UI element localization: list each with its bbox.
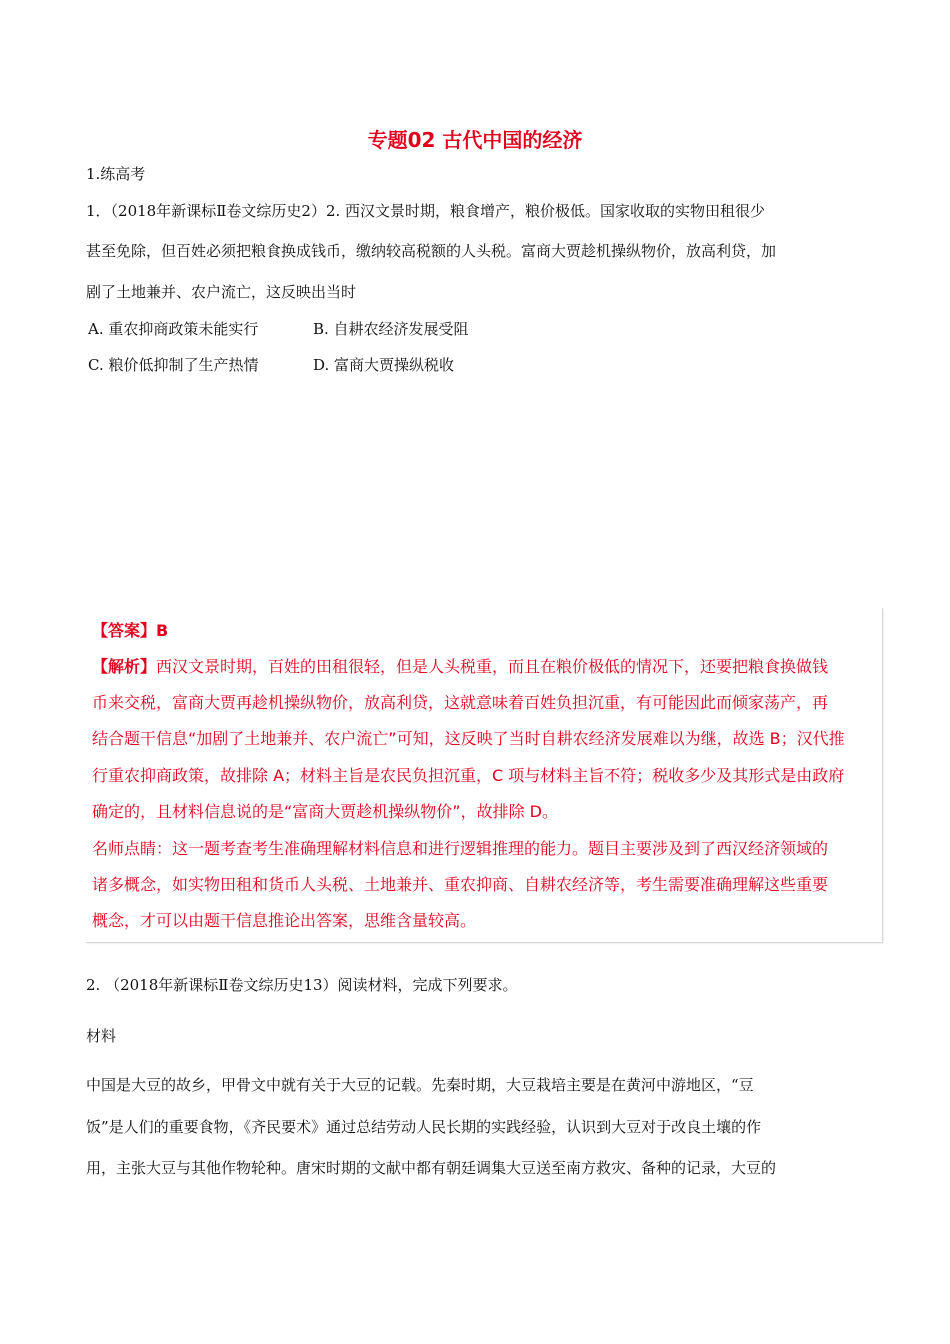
option-c: C. 粮价低抑制了生产热情 <box>88 356 259 374</box>
analysis-line <box>92 654 828 677</box>
section-heading: 1.练高考 <box>86 165 146 183</box>
analysis-text: 行重农抑商政策，故排除 A；材料主旨是农民负担沉重，C 项与材料主旨不符；税收多少及其形式是由政府 <box>92 766 845 785</box>
material-label: 材料 <box>86 1027 117 1045</box>
analysis-text: 确定的，且材料信息说的是“富商大贾趁机操纵物价”，故排除 D。 <box>92 802 558 821</box>
question1-line: 1．（2018年新课标Ⅱ卷文综历史2）2. 西汉文景时期，粮食增产，粮价极低。国家收取的实物田租很少 <box>86 202 766 220</box>
analysis-text: 结合题干信息“加剧了土地兼并、农户流亡”可知，这反映了当时自耕农经济发展难以为继，故选 B；汉代推 <box>92 729 845 748</box>
question1-line: 甚至免除，但百姓必须把粮食换成钱币，缴纳较高税额的人头税。富商大贾趁机操纵物价，放高利贷，加 <box>86 242 777 260</box>
teacher-note: 概念，才可以由题干信息推论出答案，思维含量较高。 <box>92 911 477 930</box>
answer-panel <box>86 608 883 943</box>
option-a: A. 重农抑商政策未能实行 <box>88 320 259 338</box>
answer-value: B <box>156 621 169 640</box>
material-line: 中国是大豆的故乡，甲骨文中就有关于大豆的记载。先秦时期，大豆栽培主要是在黄河中游地区，“豆 <box>86 1076 754 1094</box>
answer-line <box>92 618 168 641</box>
teacher-note: 名师点睛：这一题考查考生准确理解材料信息和进行逻辑推理的能力。题目主要涉及到了西汉经济领域的 <box>92 839 829 858</box>
answer-label: 【答案】 <box>92 621 157 640</box>
material-line: 饭”是人们的重要食物，《齐民要术》通过总结劳动人民长期的实践经验，认识到大豆对于改良土壤的作 <box>86 1118 762 1136</box>
material-line: 用，主张大豆与其他作物轮种。唐宋时期的文献中都有朝廷调集大豆送至南方救灾、备种的记录，大豆的 <box>86 1159 777 1177</box>
analysis-text: 西汉文景时期，百姓的田租很轻，但是人头税重，而且在粮价极低的情况下，还要把粮食换做钱 <box>156 657 829 676</box>
question2-intro: 2. （2018年新课标Ⅱ卷文综历史13）阅读材料，完成下列要求。 <box>86 976 518 994</box>
document-title: 专题02 古代中国的经济 <box>367 128 583 152</box>
question1-line: 剧了土地兼并、农户流亡，这反映出当时 <box>86 283 357 301</box>
option-b: B. 自耕农经济发展受阻 <box>313 320 469 338</box>
analysis-text: 币来交税，富商大贾再趁机操纵物价，放高利贷，这就意味着百姓负担沉重，有可能因此而倾家荡产，再 <box>92 693 829 712</box>
teacher-note: 诸多概念，如实物田租和货币人头税、土地兼并、重农抑商、自耕农经济等，考生需要准确理解这些重要 <box>92 875 829 894</box>
option-d: D. 富商大贾操纵税收 <box>313 356 455 374</box>
analysis-label: 【解析】 <box>92 657 157 676</box>
